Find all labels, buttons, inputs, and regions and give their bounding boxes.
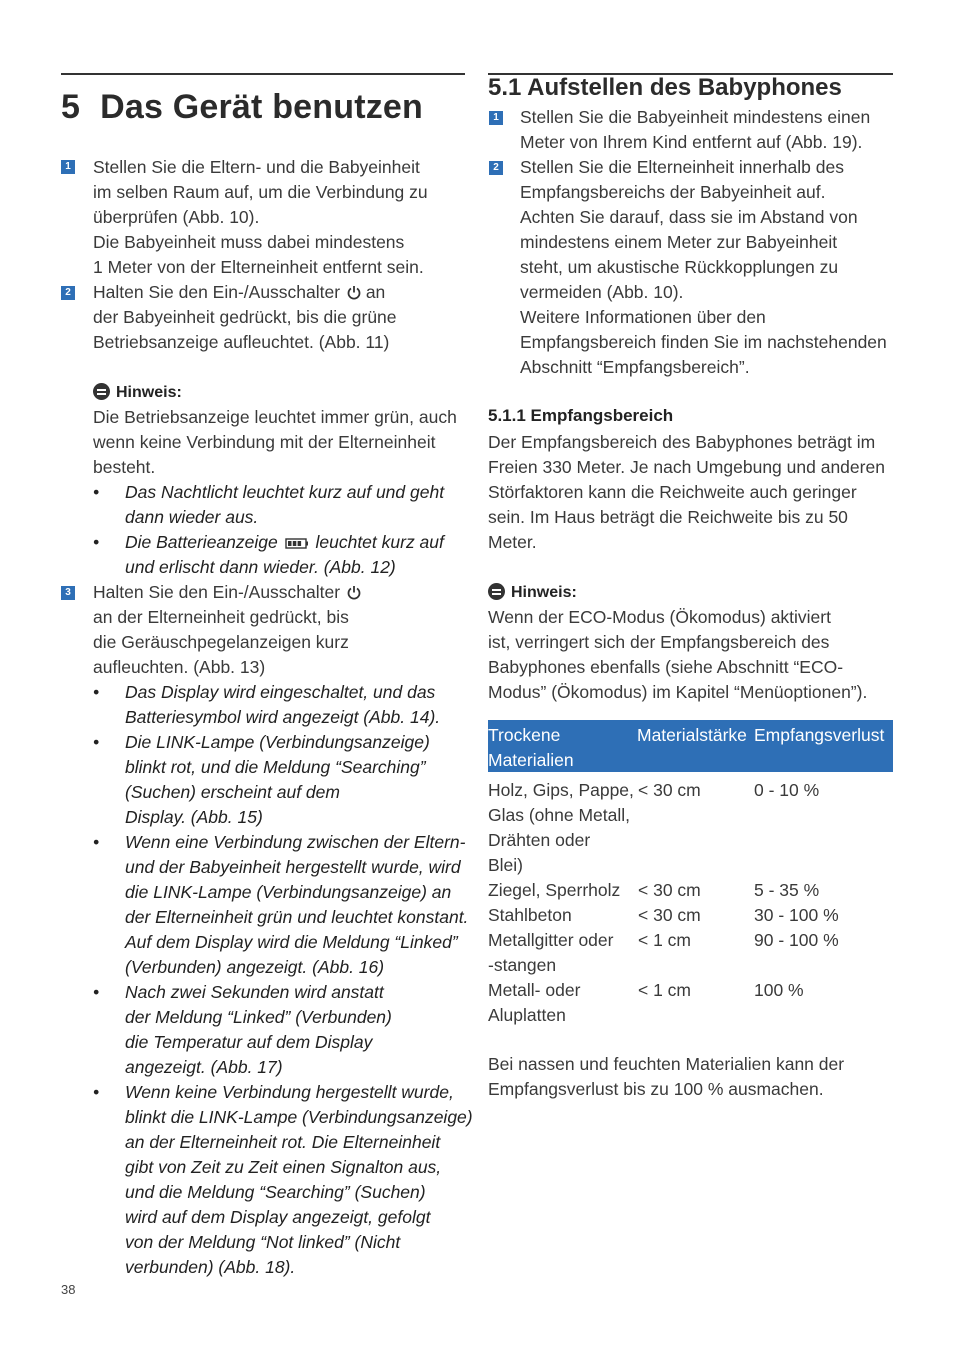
bullet-dot: •	[93, 832, 100, 852]
note-line: Modus” (Ökomodus) im Kapitel “Menüoptionen”).	[488, 682, 868, 702]
note-bullet-text: leuchtet kurz auf	[315, 532, 444, 552]
note-line: Babyphones ebenfalls (siehe Abschnitt “ECO-	[488, 657, 844, 677]
table-footer-line: Bei nassen und feuchten Materialien kann der	[488, 1054, 845, 1074]
table-cell-loss: 30 - 100 %	[754, 905, 839, 925]
r-step2-line: mindestens einem Meter zur Babyeinheit	[520, 232, 838, 252]
step3-bullet-line: Wenn eine Verbindung zwischen der Eltern-	[125, 832, 466, 852]
power-icon	[347, 585, 361, 600]
note-line: Die Betriebsanzeige leuchtet immer grün, auch	[93, 407, 457, 427]
table-header-cell: Materialstärke	[637, 725, 747, 745]
step1-line: Die Babyeinheit muss dabei mindestens	[93, 232, 405, 252]
step3-bullet-line: Display. (Abb. 15)	[125, 807, 263, 827]
table-cell-thickness: < 1 cm	[638, 980, 692, 1000]
note-icon	[488, 583, 505, 600]
r-step1-line: Meter von Ihrem Kind entfernt auf (Abb. 19).	[520, 132, 863, 152]
step1-line: 1 Meter von der Elterneinheit entfernt sein.	[93, 257, 424, 277]
r-step2-line: Stellen Sie die Elterneinheit innerhalb des	[520, 157, 844, 177]
note-line: Wenn der ECO-Modus (Ökomodus) aktiviert	[488, 607, 831, 627]
step1-line: überprüfen (Abb. 10).	[93, 207, 260, 227]
bullet-dot: •	[93, 982, 100, 1002]
bullet-dot: •	[93, 482, 100, 502]
table-cell-material: Glas (ohne Metall,	[488, 805, 631, 825]
r-step2-line: vermeiden (Abb. 10).	[520, 282, 684, 302]
step-badge-3: 3	[61, 586, 75, 600]
step3-bullet-line: blinkt rot, und die Meldung “Searching”	[125, 757, 426, 777]
step3-line	[93, 580, 361, 605]
page-number: 38	[61, 1282, 76, 1297]
table-header-cell: Empfangsverlust	[754, 725, 885, 745]
step3-bullet-line: Nach zwei Sekunden wird anstatt	[125, 982, 384, 1002]
battery-icon	[285, 537, 309, 550]
note-icon	[93, 383, 110, 400]
step3-bullet-line: der Elterneinheit grün und leuchtet konstant.	[125, 907, 469, 927]
table-cell-thickness: < 30 cm	[638, 905, 701, 925]
subsection-line: Meter.	[488, 532, 537, 552]
top-rule-left	[61, 73, 465, 75]
bullet-dot: •	[93, 532, 100, 552]
table-cell-thickness: < 1 cm	[638, 930, 692, 950]
table-cell-loss: 0 - 10 %	[754, 780, 820, 800]
step3-bullet-line: blinkt die LINK-Lampe (Verbindungsanzeige)	[125, 1107, 473, 1127]
step3-bullet-line: Batteriesymbol wird angezeigt (Abb. 14).	[125, 707, 441, 727]
r-step1-line: Stellen Sie die Babyeinheit mindestens einen	[520, 107, 871, 127]
table-cell-thickness: < 30 cm	[638, 880, 701, 900]
step2-text: Halten Sie den Ein-/Ausschalter	[93, 282, 341, 302]
step3-bullet-line: angezeigt. (Abb. 17)	[125, 1057, 283, 1077]
table-footer-line: Empfangsverlust bis zu 100 % ausmachen.	[488, 1079, 824, 1099]
step-badge-2: 2	[489, 161, 503, 175]
note-label: Hinweis:	[116, 384, 182, 401]
step3-line: an der Elterneinheit gedrückt, bis	[93, 607, 349, 627]
note-label: Hinweis:	[511, 584, 577, 601]
note-bullet-line: Das Nachtlicht leuchtet kurz auf und geht	[125, 482, 445, 502]
bullet-dot: •	[93, 1082, 100, 1102]
table-header-cell: Materialien	[488, 750, 574, 770]
table-cell-material: Stahlbeton	[488, 905, 572, 925]
note-line: ist, verringert sich der Empfangsbereich des	[488, 632, 830, 652]
step3-bullet-line: gibt von Zeit zu Zeit einen Signalton aus,	[125, 1157, 442, 1177]
table-cell-loss: 5 - 35 %	[754, 880, 820, 900]
note-bullet-line: dann wieder aus.	[125, 507, 259, 527]
table-cell-loss: 90 - 100 %	[754, 930, 839, 950]
step3-line: aufleuchten. (Abb. 13)	[93, 657, 266, 677]
bullet-dot: •	[93, 682, 100, 702]
step3-bullet-line: Wenn keine Verbindung hergestellt wurde,	[125, 1082, 454, 1102]
note-line: besteht.	[93, 457, 156, 477]
subsection-line: Der Empfangsbereich des Babyphones beträgt im	[488, 432, 876, 452]
step3-bullet-line: Auf dem Display wird die Meldung “Linked”	[125, 932, 458, 952]
step3-bullet-line: (Verbunden) angezeigt. (Abb. 16)	[125, 957, 385, 977]
note-bullet-line: und erlischt dann wieder. (Abb. 12)	[125, 557, 396, 577]
table-cell-thickness: < 30 cm	[638, 780, 701, 800]
subsection-line: Störfaktoren kann die Reichweite auch geringer	[488, 482, 857, 502]
step3-bullet-line: Das Display wird eingeschaltet, und das	[125, 682, 436, 702]
step3-bullet-line: verbunden) (Abb. 18).	[125, 1257, 296, 1277]
r-step2-line: Weitere Informationen über den	[520, 307, 766, 327]
step3-text: Halten Sie den Ein-/Ausschalter	[93, 582, 341, 602]
table-cell-material: Metallgitter oder	[488, 930, 614, 950]
step3-bullet-line: von der Meldung “Not linked” (Nicht	[125, 1232, 401, 1252]
note-line: wenn keine Verbindung mit der Elterneinheit	[93, 432, 436, 452]
step-badge-2: 2	[61, 286, 75, 300]
step1-line: Stellen Sie die Eltern- und die Babyeinheit	[93, 157, 420, 177]
table-cell-material: Holz, Gips, Pappe,	[488, 780, 634, 800]
step3-bullet-line: die LINK-Lampe (Verbindungsanzeige) an	[125, 882, 452, 902]
r-step2-line: Empfangsbereichs der Babyeinheit auf.	[520, 182, 826, 202]
step3-bullet-line: und der Babyeinheit hergestellt wurde, wird	[125, 857, 461, 877]
step3-bullet-line: und die Meldung “Searching” (Suchen)	[125, 1182, 426, 1202]
note-heading	[488, 580, 577, 605]
step2-line	[93, 280, 385, 305]
table-cell-material: Metall- oder	[488, 980, 581, 1000]
step3-bullet-line: die Temperatur auf dem Display	[125, 1032, 373, 1052]
table-cell-material: Aluplatten	[488, 1005, 566, 1025]
chapter-number: 5	[61, 88, 81, 126]
step3-bullet-line: der Meldung “Linked” (Verbunden)	[125, 1007, 392, 1027]
section-title: 5.1 Aufstellen des Babyphones	[488, 74, 842, 101]
table-cell-material: Drähten oder	[488, 830, 591, 850]
r-step2-line: Empfangsbereich finden Sie im nachstehenden	[520, 332, 887, 352]
note-bullet-text: Die Batterieanzeige	[125, 532, 278, 552]
table-cell-material: Ziegel, Sperrholz	[488, 880, 621, 900]
bullet-dot: •	[93, 732, 100, 752]
step-badge-1: 1	[489, 111, 503, 125]
table-cell-material: Blei)	[488, 855, 524, 875]
step2-text: an	[365, 282, 386, 302]
power-icon	[347, 285, 361, 300]
step3-bullet-line: Die LINK-Lampe (Verbindungsanzeige)	[125, 732, 430, 752]
table-cell-loss: 100 %	[754, 980, 804, 1000]
table-cell-material: -stangen	[488, 955, 557, 975]
step1-line: im selben Raum auf, um die Verbindung zu	[93, 182, 428, 202]
r-step2-line: Abschnitt “Empfangsbereich”.	[520, 357, 750, 377]
chapter-title-text: Das Gerät benutzen	[100, 88, 424, 126]
step3-bullet-line: (Suchen) erscheint auf dem	[125, 782, 340, 802]
r-step2-line: steht, um akustische Rückkopplungen zu	[520, 257, 839, 277]
step3-bullet-line: an der Elterneinheit rot. Die Elterneinheit	[125, 1132, 441, 1152]
r-step2-line: Achten Sie darauf, dass sie im Abstand von	[520, 207, 858, 227]
step3-line: die Geräuschpegelanzeigen kurz	[93, 632, 349, 652]
step3-bullet-line: wird auf dem Display angezeigt, gefolgt	[125, 1207, 431, 1227]
note-bullet-line	[125, 530, 444, 555]
step2-line: der Babyeinheit gedrückt, bis die grüne	[93, 307, 397, 327]
subsection-title: 5.1.1 Empfangsbereich	[488, 406, 674, 425]
note-heading	[93, 380, 182, 405]
step2-line: Betriebsanzeige aufleuchtet. (Abb. 11)	[93, 332, 390, 352]
chapter-title	[61, 88, 423, 127]
subsection-line: Freien 330 Meter. Je nach Umgebung und anderen	[488, 457, 885, 477]
step-badge-1: 1	[61, 160, 75, 174]
table-header-cell: Trockene	[488, 725, 561, 745]
subsection-line: sein. Im Haus beträgt die Reichweite bis zu 50	[488, 507, 848, 527]
